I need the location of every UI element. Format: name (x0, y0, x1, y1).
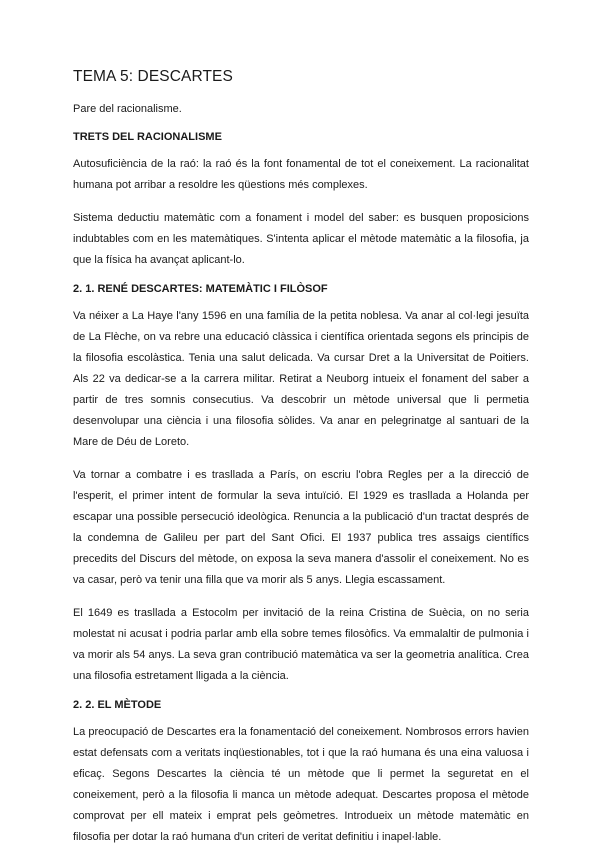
section-heading-metode: 2. 2. EL MÈTODE (73, 699, 162, 711)
intro-line: Pare del racionalisme. (73, 103, 182, 115)
paragraph: La preocupació de Descartes era la fonamentació del coneixement. Nombrosos errors havien estat defensats com a veritats inqüestionables, tot i que la raó humana és una eina valuosa i eficaç. Segons Descartes la ciència té un mètode que li permet la seguretat en el coneixement, però a la filosofia li manca un mètode adequat. Descartes proposa el mètode comprovat per ell mateix i emprat pels geòmetres. Introdueix un mètode matemàtic en filosofia per dotar la raó humana d'un criteri de veritat definitiu i inapel·lable. (73, 726, 529, 843)
section-heading-descartes: 2. 1. RENÉ DESCARTES: MATEMÀTIC I FILÒSOF (73, 283, 328, 295)
page-title: TEMA 5: DESCARTES (73, 68, 233, 85)
paragraph: Sistema deductiu matemàtic com a fonament i model del saber: es busquen proposicions indubtables com en les matemàtiques. S'intenta aplicar el mètode matemàtic a la filosofia, ja que la física ha avançat aplicant-lo. (73, 212, 529, 266)
document-page (73, 68, 529, 860)
paragraph: El 1649 es trasllada a Estocolm per invitació de la reina Cristina de Suècia, on no seria molestat ni acusat i podria parlar amb ella sobre temes filosòfics. Va emmalaltir de pulmonia i va morir als 54 anys. La seva gran contribució matemàtica va ser la geometria analítica. Crea una filosofia estretament lligada a la ciència. (73, 607, 529, 682)
paragraph: Va tornar a combatre i es trasllada a París, on escriu l'obra Regles per a la direcció de l'esperit, el primer intent de formular la seva intuïció. El 1929 es trasllada a Holanda per escapar una possible persecució ideològica. Renuncia a la publicació d'un tractat després de la condemna de Galileu per part del Sant Ofici. El 1937 publica tres assaigs científics precedits del Discurs del mètode, on exposa la seva manera d'assolir el coneixement. No es va casar, però va tenir una filla que va morir als 5 anys. Llegia escassament. (73, 469, 529, 586)
section-heading-trets: TRETS DEL RACIONALISME (73, 131, 222, 143)
paragraph: Va néixer a La Haye l'any 1596 en una família de la petita noblesa. Va anar al col·legi jesuïta de La Flèche, on va rebre una educació clàssica i científica orientada segons els principis de la filosofia escolàstica. Tenia una salut delicada. Va cursar Dret a la Universitat de Poitiers. Als 22 va dedicar-se a la carrera militar. Retirat a Neuborg intueix el fonament del saber a partir de tres somnis consecutius. Va descobrir un mètode universal que li permetia desenvolupar una ciència i una filosofia sòlides. Va anar en pelegrinatge al santuari de la Mare de Déu de Loreto. (73, 310, 529, 448)
paragraph: Autosuficiència de la raó: la raó és la font fonamental de tot el coneixement. La racionalitat humana pot arribar a resoldre les qüestions més complexes. (73, 158, 529, 191)
